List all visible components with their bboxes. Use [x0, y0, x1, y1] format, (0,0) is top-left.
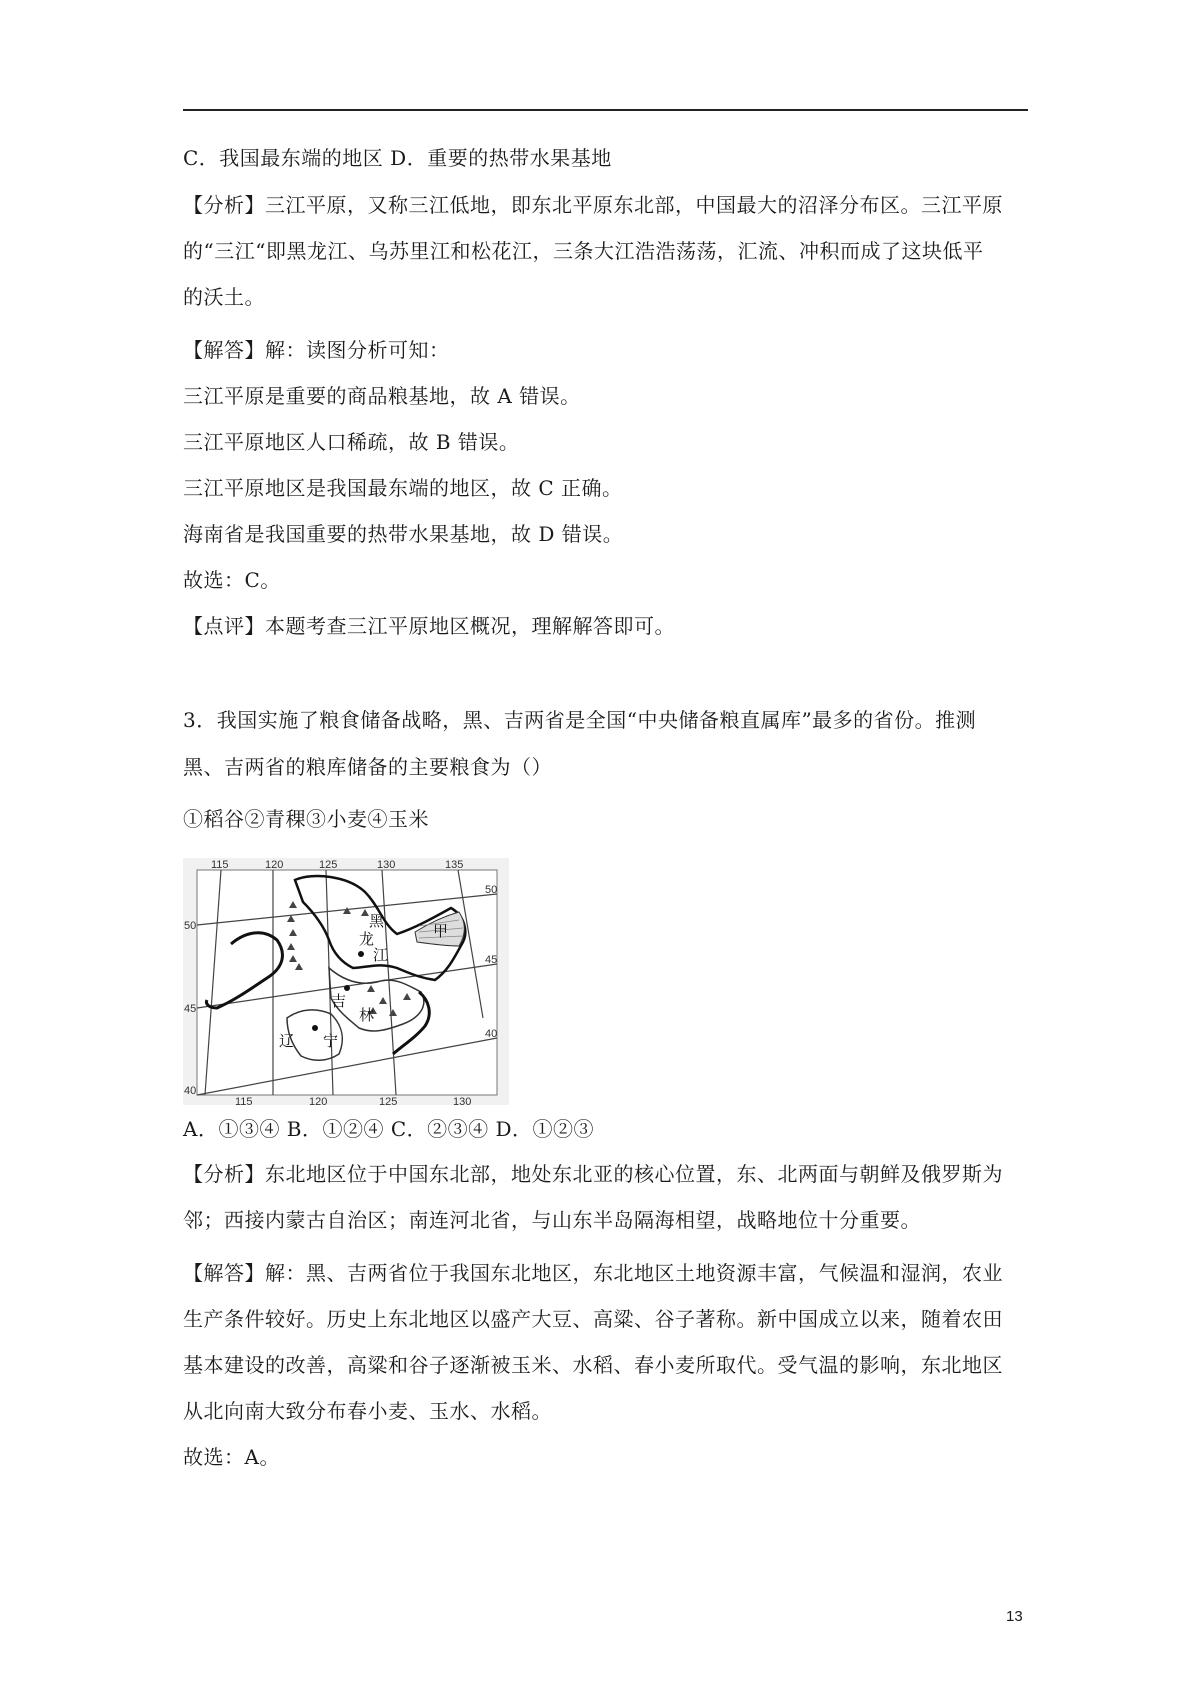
analysis-line-2: 的“三江“即黑龙江、乌苏里江和松花江，三条大江浩浩荡荡，汇流、冲积而成了这块低平 [183, 239, 984, 263]
province-label-hei: 黑 [369, 913, 385, 930]
province-label-liao: 宁 [323, 1033, 339, 1050]
option-c-d-line: C．我国最东端的地区 D．重要的热带水果基地 [183, 146, 612, 170]
lat-label-right: 45 [485, 954, 498, 966]
question-3-line-2: 黑、吉两省的粮库储备的主要粮食为（） [183, 755, 552, 779]
answer-line-a: 三江平原是重要的商品粮基地，故 A 错误。 [183, 384, 581, 408]
province-label-hei: 龙 [359, 931, 375, 948]
answer-line-b: 三江平原地区人口稀疏，故 B 错误。 [183, 430, 520, 454]
province-label-liao: 辽 [279, 1033, 295, 1050]
lat-label-right: 40 [485, 1028, 498, 1040]
region-label-jia: 甲 [433, 923, 449, 940]
lon-label-top: 125 [319, 859, 338, 871]
lon-label-bottom: 115 [235, 1096, 253, 1105]
question-3-line-1: 3．我国实施了粮食储备战略，黑、吉两省是全国“中央储备粮直属库”最多的省份。推测 [183, 708, 977, 732]
answer-3-line-3: 基本建设的改善，高粱和谷子逐渐被玉米、水稻、春小麦所取代。受气温的影响，东北地区 [183, 1353, 1003, 1377]
choice-3-line: 故选：A。 [183, 1445, 280, 1469]
lon-label-bottom: 125 [379, 1096, 398, 1105]
lon-label-top: 120 [265, 859, 284, 871]
lat-label-left: 50 [184, 920, 197, 932]
lon-label-top: 130 [377, 859, 396, 871]
lon-label-top: 135 [445, 859, 464, 871]
lon-label-bottom: 130 [453, 1096, 472, 1105]
province-label-ji: 吉 [331, 993, 347, 1010]
analysis-3-line-2: 邻；西接内蒙古自治区；南连河北省，与山东半岛隔海相望，战略地位十分重要。 [183, 1208, 921, 1232]
question-3-items: ①稻谷②青稞③小麦④玉米 [183, 807, 429, 831]
answer-heading: 【解答】解：读图分析可知： [183, 338, 450, 362]
header-rule [183, 109, 1028, 111]
analysis-line-1: 【分析】三江平原，又称三江低地，即东北平原东北部，中国最大的沼泽分布区。三江平原 [183, 193, 1003, 217]
lon-label-bottom: 120 [309, 1096, 328, 1105]
province-label-hei: 江 [373, 947, 389, 964]
answer-3-line-4: 从北向南大致分布春小麦、玉水、水稻。 [183, 1399, 552, 1423]
answer-3-line-1: 【解答】解：黑、吉两省位于我国东北地区，东北地区土地资源丰富，气候温和湿润，农业 [183, 1261, 1003, 1285]
choice-line: 故选：C。 [183, 568, 281, 592]
comment-line: 【点评】本题考查三江平原地区概况，理解解答即可。 [183, 614, 675, 638]
answer-line-c: 三江平原地区是我国最东端的地区，故 C 正确。 [183, 476, 623, 500]
lon-label-top: 115 [211, 859, 229, 871]
answer-3-line-2: 生产条件较好。历史上东北地区以盛产大豆、高粱、谷子著称。新中国成立以来，随着农田 [183, 1307, 1003, 1331]
lat-label-left: 40 [184, 1085, 197, 1097]
analysis-line-3: 的沃土。 [183, 285, 265, 309]
northeast-china-map [183, 858, 509, 1105]
page-number: 13 [1006, 1608, 1023, 1625]
lat-label-right: 50 [485, 884, 498, 896]
province-label-ji: 林 [359, 1007, 375, 1024]
question-3-options: A．①③④ B．①②④ C．②③④ D．①②③ [183, 1117, 595, 1141]
lat-label-left: 45 [184, 1003, 197, 1015]
analysis-3-line-1: 【分析】东北地区位于中国东北部，地处东北亚的核心位置，东、北两面与朝鲜及俄罗斯为 [183, 1162, 1003, 1186]
answer-line-d: 海南省是我国重要的热带水果基地，故 D 错误。 [183, 522, 624, 546]
